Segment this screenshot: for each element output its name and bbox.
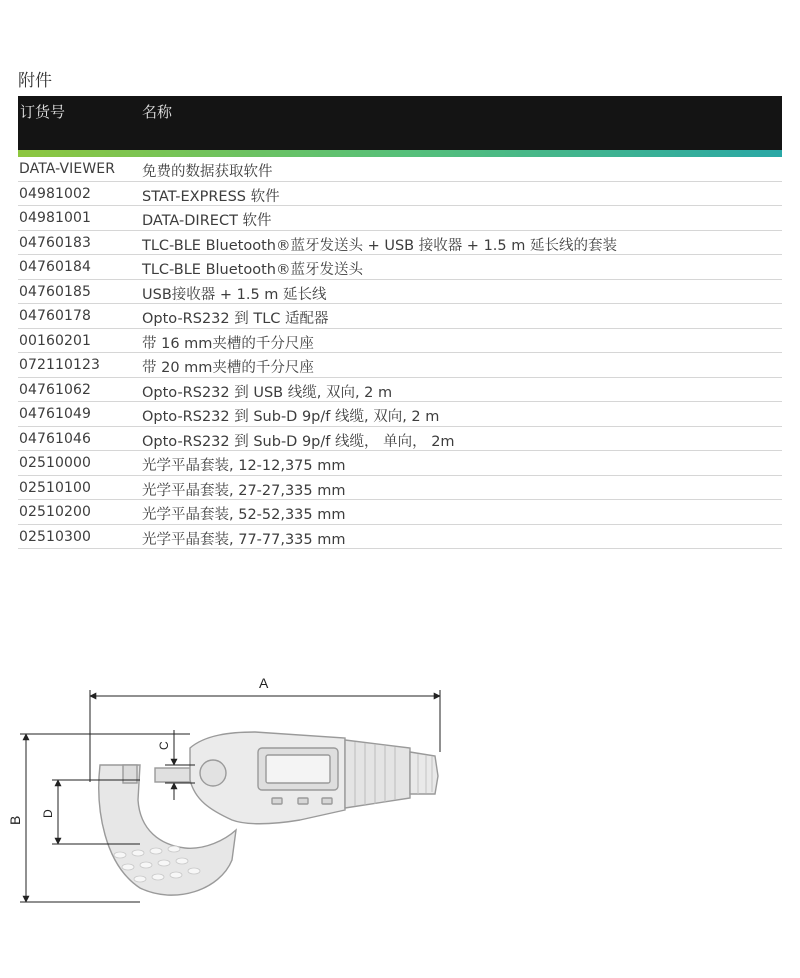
order-number: 04761046 bbox=[19, 430, 92, 447]
item-name: 带 20 mm夹槽的千分尺座 bbox=[142, 360, 314, 376]
item-name: 光学平晶套装, 52-52,335 mm bbox=[142, 507, 346, 523]
item-name: 光学平晶套装, 77-77,335 mm bbox=[142, 531, 346, 548]
order-number: 04760183 bbox=[19, 234, 92, 251]
table-row bbox=[18, 182, 782, 207]
table-row bbox=[18, 427, 782, 452]
header-order-number: 订货号 bbox=[20, 103, 66, 121]
dimension-label-d: D bbox=[41, 809, 55, 818]
order-number: 04760185 bbox=[19, 283, 92, 300]
order-number: 04761062 bbox=[19, 381, 92, 398]
dimension-label-a: A bbox=[259, 675, 269, 691]
table-row bbox=[18, 206, 782, 231]
item-name: TLC-BLE Bluetooth®蓝牙发送头 bbox=[142, 262, 363, 278]
dimension-label-c: C bbox=[157, 741, 171, 750]
header-accent-stripe bbox=[18, 150, 782, 157]
table-row bbox=[18, 255, 782, 280]
table-row bbox=[18, 353, 782, 378]
item-name: 光学平晶套装, 12-12,375 mm bbox=[142, 458, 346, 474]
micrometer-outline bbox=[99, 732, 438, 895]
header-name: 名称 bbox=[142, 103, 173, 121]
table-row bbox=[18, 280, 782, 305]
table-row bbox=[18, 329, 782, 354]
order-number: 04760178 bbox=[19, 308, 92, 324]
item-name: 光学平晶套装, 27-27,335 mm bbox=[142, 482, 346, 499]
item-name: Opto-RS232 到 USB 线缆, 双向, 2 m bbox=[142, 384, 393, 401]
table-row bbox=[18, 500, 782, 525]
table-row bbox=[18, 402, 782, 427]
micrometer-dimension-drawing bbox=[0, 660, 470, 920]
item-name: USB接收器 + 1.5 m 延长线 bbox=[142, 286, 327, 303]
section-title: 附件 bbox=[18, 71, 52, 91]
item-name: Opto-RS232 到 Sub-D 9p/f 线缆， 单向， 2m bbox=[142, 433, 455, 450]
table-header bbox=[18, 96, 782, 150]
item-name: 免费的数据获取软件 bbox=[142, 164, 273, 180]
order-number: 00160201 bbox=[19, 332, 92, 349]
table-row bbox=[18, 451, 782, 476]
accessory-table bbox=[18, 157, 782, 549]
order-number: 072110123 bbox=[19, 357, 101, 373]
order-number: 04981001 bbox=[19, 210, 92, 226]
table-row bbox=[18, 231, 782, 256]
dimension-label-b: B bbox=[7, 815, 23, 825]
table-row bbox=[18, 157, 782, 182]
item-name: DATA-DIRECT 软件 bbox=[142, 213, 272, 229]
table-row bbox=[18, 378, 782, 403]
order-number: 02510300 bbox=[19, 528, 92, 545]
table-row bbox=[18, 304, 782, 329]
table-row bbox=[18, 525, 782, 550]
order-number: DATA-VIEWER bbox=[19, 161, 116, 177]
table-row bbox=[18, 476, 782, 501]
item-name: STAT-EXPRESS 软件 bbox=[142, 188, 280, 205]
item-name: Opto-RS232 到 Sub-D 9p/f 线缆, 双向, 2 m bbox=[142, 409, 440, 425]
order-number: 04760184 bbox=[19, 259, 92, 275]
item-name: TLC-BLE Bluetooth®蓝牙发送头 + USB 接收器 + 1.5 m 延长线的套装 bbox=[142, 237, 617, 254]
order-number: 04981002 bbox=[19, 185, 92, 202]
item-name: 带 16 mm夹槽的千分尺座 bbox=[142, 335, 314, 352]
order-number: 02510000 bbox=[19, 455, 92, 471]
order-number: 04761049 bbox=[19, 406, 92, 422]
item-name: Opto-RS232 到 TLC 适配器 bbox=[142, 311, 329, 327]
order-number: 02510200 bbox=[19, 504, 92, 520]
order-number: 02510100 bbox=[19, 479, 92, 496]
